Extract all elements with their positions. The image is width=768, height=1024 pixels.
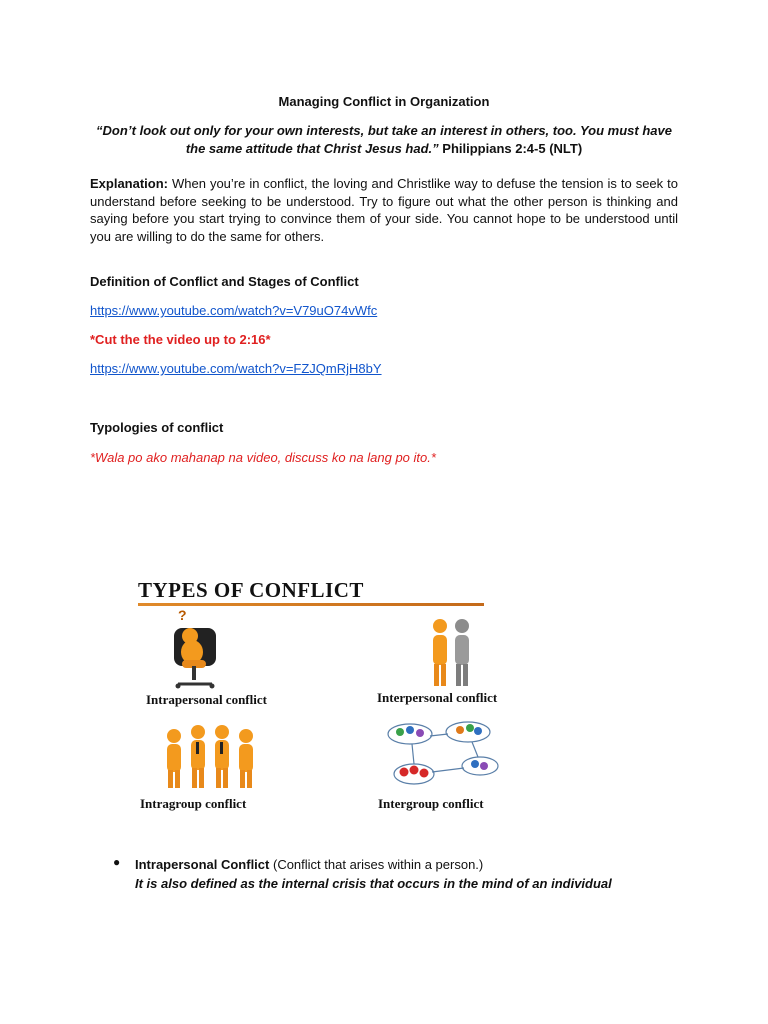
- quote-reference: Philippians 2:4-5 (NLT): [442, 141, 583, 156]
- explanation-paragraph: [90, 175, 678, 245]
- question-mark: ?: [178, 607, 187, 623]
- intrapersonal-illustration: [160, 606, 230, 694]
- interpersonal-illustration: [422, 616, 482, 690]
- caption-interpersonal: Interpersonal conflict: [377, 690, 498, 705]
- no-video-note: *Wala po ako mahanap na video, discuss ko na lang po ito.*: [90, 450, 436, 465]
- bullet-definition: It is also defined as the internal crisis that occurs in the mind of an individual: [135, 876, 612, 891]
- bullet-marker: ●: [113, 855, 121, 869]
- explanation-label: Explanation:: [90, 176, 169, 191]
- video-note: *Cut the the video up to 2:16*: [90, 332, 271, 347]
- section-heading-typologies: Typologies of conflict: [90, 420, 224, 435]
- intergroup-illustration: [380, 716, 510, 796]
- scripture-quote: [96, 122, 672, 158]
- section-heading-definition: Definition of Conflict and Stages of Conflict: [90, 274, 359, 289]
- figure-title: TYPES OF CONFLICT: [138, 578, 364, 602]
- quote-text: “Don’t look out only for your own interests, but take an interest in others, too. You must have the same attitude that Christ Jesus had.”: [96, 123, 672, 156]
- youtube-link-2[interactable]: https://www.youtube.com/watch?v=FZJQmRjH8bY: [90, 361, 382, 376]
- caption-intergroup: Intergroup conflict: [378, 796, 484, 811]
- caption-intrapersonal: Intrapersonal conflict: [146, 692, 267, 707]
- bullet-content: [135, 855, 695, 893]
- explanation-text: When you’re in conflict, the loving and Christlike way to defuse the tension is to seek to understand before seeking to be understood. Try to figure out what the other person is thinking and saying before you start trying to convince them of your side. You cannot hope to be understood until you are willing to do the same for others.: [90, 176, 678, 244]
- caption-intragroup: Intragroup conflict: [140, 796, 247, 811]
- bullet-term-description: (Conflict that arises within a person.): [272, 857, 484, 872]
- types-of-conflict-figure: [130, 572, 530, 832]
- bullet-term: Intrapersonal Conflict: [135, 857, 270, 872]
- page-title: Managing Conflict in Organization: [278, 94, 490, 109]
- youtube-link-1[interactable]: https://www.youtube.com/watch?v=V79uO74vWfc: [90, 303, 378, 318]
- intragroup-illustration: [160, 722, 260, 792]
